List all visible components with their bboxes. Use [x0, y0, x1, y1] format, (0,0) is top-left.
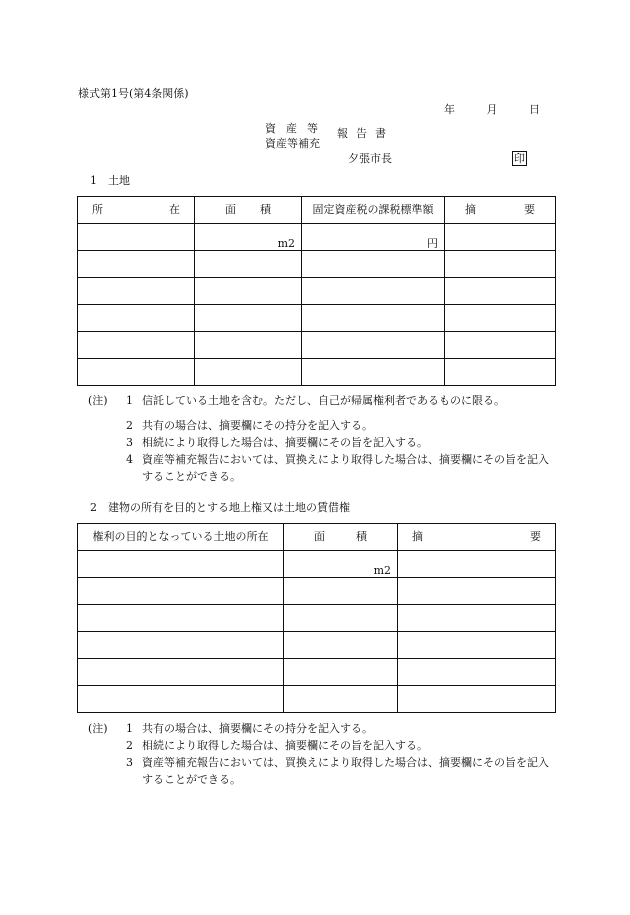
section1-heading: 1 土地 [90, 174, 130, 187]
area-cell[interactable] [195, 359, 302, 386]
remarks-cell[interactable] [445, 305, 556, 332]
table-row [78, 659, 556, 686]
report-title-type [265, 121, 328, 151]
table-row [78, 251, 556, 278]
location-cell[interactable] [78, 332, 195, 359]
note-text: 資産等補充報告においては、買換えにより取得した場合は、摘要欄にその旨を記入することができる。 [142, 756, 549, 786]
notes-label: (注) [88, 722, 108, 735]
note-text: 相続により取得した場合は、摘要欄にその旨を記入する。 [142, 436, 428, 449]
remarks-cell[interactable] [445, 332, 556, 359]
remarks-cell[interactable] [398, 551, 556, 578]
section2-heading: 2 建物の所有を目的とする地上権又は土地の賃借権 [90, 501, 350, 514]
tax-base-cell[interactable] [302, 278, 445, 305]
remarks-cell[interactable] [445, 359, 556, 386]
remarks-cell[interactable] [398, 659, 556, 686]
tax-base-cell[interactable] [302, 305, 445, 332]
remarks-cell[interactable] [398, 686, 556, 713]
location-cell[interactable] [78, 224, 195, 251]
note-text: 資産等補充報告においては、買換えにより取得した場合は、摘要欄にその旨を記入することができる。 [142, 453, 549, 483]
table-row [78, 578, 556, 605]
title-line2: 資産等補充 [265, 137, 320, 150]
header-location: 所 在 [78, 197, 195, 224]
seal-mark: 印 [514, 152, 525, 165]
land-table [77, 196, 556, 386]
title-line1: 資産等 [265, 122, 328, 135]
area-cell[interactable] [284, 632, 398, 659]
remarks-cell[interactable] [398, 605, 556, 632]
tax-base-cell[interactable]: 円 [302, 224, 445, 251]
table-row [78, 278, 556, 305]
table-row [78, 359, 556, 386]
tax-base-cell[interactable] [302, 251, 445, 278]
table-row [78, 551, 556, 578]
land-location-cell[interactable] [78, 632, 284, 659]
note-text: 共有の場合は、摘要欄にその持分を記入する。 [142, 419, 373, 432]
remarks-cell[interactable] [445, 251, 556, 278]
header-area: 面 積 [195, 197, 302, 224]
area-cell[interactable] [195, 332, 302, 359]
land-table-header [78, 197, 556, 224]
notes-label: (注) [88, 394, 108, 407]
table-row [78, 605, 556, 632]
land-location-cell[interactable] [78, 605, 284, 632]
header-land-location: 権利の目的となっている土地の所在 [78, 524, 284, 551]
location-cell[interactable] [78, 305, 195, 332]
leasehold-table-header [78, 524, 556, 551]
area-cell[interactable] [284, 659, 398, 686]
area-cell[interactable] [195, 305, 302, 332]
remarks-cell[interactable] [445, 224, 556, 251]
note-text: 信託している土地を含む。ただし、自己が帰属権利者であるものに限る。 [142, 394, 505, 407]
form-id: 様式第1号(第4条関係) [78, 87, 189, 100]
land-location-cell[interactable] [78, 686, 284, 713]
date-year-label: 年 [444, 103, 455, 116]
location-cell[interactable] [78, 278, 195, 305]
land-location-cell[interactable] [78, 578, 284, 605]
remarks-cell[interactable] [398, 632, 556, 659]
area-cell[interactable] [195, 278, 302, 305]
section1-notes: (注) 1 信託している土地を含む。ただし、自己が帰属権利者であるものに限る。 2 共有の場合は、摘要欄にその持分を記入する。 3 相続により取得した場合は、摘要欄にその旨を記入する。 4 資産等補充報告においては、買換えにより取得した場合は、摘要欄にその旨を記入することができる。 [88, 392, 558, 485]
tax-base-cell[interactable] [302, 332, 445, 359]
date-line [444, 103, 540, 116]
note-text: 共有の場合は、摘要欄にその持分を記入する。 [142, 722, 373, 735]
note-text: 相続により取得した場合は、摘要欄にその旨を記入する。 [142, 739, 428, 752]
remarks-cell[interactable] [445, 278, 556, 305]
area-cell[interactable] [284, 605, 398, 632]
header-area: 面 積 [284, 524, 398, 551]
area-cell[interactable]: m2 [284, 551, 398, 578]
date-day-label: 日 [529, 103, 540, 116]
location-cell[interactable] [78, 359, 195, 386]
location-cell[interactable] [78, 251, 195, 278]
header-remarks: 摘 要 [445, 197, 556, 224]
area-cell[interactable] [195, 251, 302, 278]
land-location-cell[interactable] [78, 551, 284, 578]
table-row [78, 305, 556, 332]
title-suffix: 報告書 [337, 127, 394, 140]
table-row [78, 686, 556, 713]
table-row [78, 632, 556, 659]
area-cell[interactable]: m2 [195, 224, 302, 251]
remarks-cell[interactable] [398, 578, 556, 605]
table-row [78, 224, 556, 251]
date-month-label: 月 [486, 103, 498, 116]
area-cell[interactable] [284, 686, 398, 713]
land-location-cell[interactable] [78, 659, 284, 686]
leasehold-table [77, 523, 556, 713]
addressee: 夕張市長 [348, 152, 392, 165]
header-remarks: 摘 要 [398, 524, 556, 551]
area-cell[interactable] [284, 578, 398, 605]
table-row [78, 332, 556, 359]
tax-base-cell[interactable] [302, 359, 445, 386]
section2-notes: (注) 1 共有の場合は、摘要欄にその持分を記入する。 2 相続により取得した場合は、摘要欄にその旨を記入する。 3 資産等補充報告においては、買換えにより取得した場合は、摘要欄にその旨を記入することができる。 [88, 720, 558, 788]
header-tax-base: 固定資産税の課税標準額 [302, 197, 445, 224]
